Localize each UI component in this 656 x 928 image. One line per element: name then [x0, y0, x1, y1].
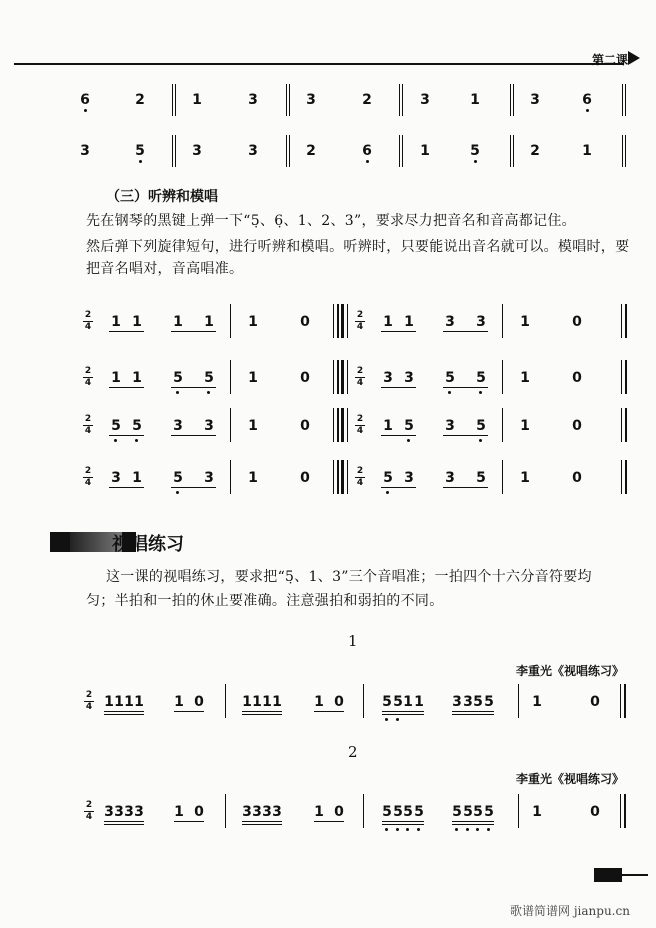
- beam: [382, 824, 424, 825]
- paragraph-line: 这一课的视唱练习，要求把“5̣、1、3”三个音唱准；一拍四个十六分音符要均: [106, 569, 592, 585]
- time-signature-bottom: 4: [84, 322, 92, 332]
- low-dot: [479, 391, 482, 394]
- note: 3: [111, 470, 121, 486]
- note: 3: [452, 694, 462, 710]
- note: 1: [520, 370, 530, 386]
- barline: [230, 460, 231, 494]
- watermark: 歌谱简谱网 jianpu.cn: [510, 904, 630, 918]
- barline: [286, 84, 290, 116]
- note: 1: [470, 92, 480, 108]
- time-signature: [355, 367, 365, 388]
- note: 6: [582, 92, 592, 108]
- time-signature: [83, 415, 93, 436]
- note: 5: [473, 804, 483, 820]
- note: 1: [204, 314, 214, 330]
- low-dot: [176, 491, 179, 494]
- note: 3: [173, 418, 183, 434]
- final-barline: [621, 304, 627, 338]
- note: 1: [174, 694, 184, 710]
- low-dot: [114, 439, 117, 442]
- note: 3: [104, 804, 114, 820]
- paragraph-line: 把音名唱对，音高唱准。: [86, 261, 244, 277]
- final-barline: [333, 304, 339, 338]
- time-signature: [355, 311, 365, 332]
- time-signature-top: 2: [356, 466, 364, 476]
- time-signature-top: 2: [84, 466, 92, 476]
- beam: [381, 387, 416, 388]
- time-signature-bottom: 4: [85, 702, 93, 712]
- note: 0: [572, 418, 582, 434]
- note: 1: [314, 804, 324, 820]
- barline: [502, 360, 503, 394]
- beam: [174, 711, 204, 712]
- note: 1: [192, 92, 202, 108]
- note: 5: [382, 694, 392, 710]
- note: 5: [382, 804, 392, 820]
- note: 6: [80, 92, 90, 108]
- note: 1: [242, 694, 252, 710]
- note: 3: [114, 804, 124, 820]
- final-barline: [621, 408, 627, 442]
- barline: [622, 84, 626, 116]
- beam: [381, 487, 416, 488]
- beam: [381, 435, 416, 436]
- time-signature-bottom: 4: [356, 426, 364, 436]
- note: 3: [445, 470, 455, 486]
- note: 3: [124, 804, 134, 820]
- note: 1: [248, 418, 258, 434]
- page-number-block: [594, 868, 622, 882]
- low-dot: [487, 828, 490, 831]
- beam: [109, 435, 144, 436]
- note: 3: [272, 804, 282, 820]
- note: 1: [582, 143, 592, 159]
- note: 3: [248, 92, 258, 108]
- page-number-rule: [622, 874, 648, 876]
- note: 1: [314, 694, 324, 710]
- start-barline: [341, 360, 348, 394]
- barline: [510, 84, 514, 116]
- note: 3: [252, 804, 262, 820]
- beam: [171, 331, 216, 332]
- note: 5: [476, 370, 486, 386]
- low-dot: [476, 828, 479, 831]
- note: 1: [272, 694, 282, 710]
- note: 5: [470, 143, 480, 159]
- note: 3: [192, 143, 202, 159]
- note: 5: [173, 370, 183, 386]
- exercise-attribution: 李重光《视唱练习》: [516, 772, 625, 786]
- low-dot: [207, 391, 210, 394]
- time-signature: [83, 311, 93, 332]
- beam: [443, 435, 488, 436]
- barline: [510, 135, 514, 167]
- beam: [242, 714, 282, 715]
- beam: [104, 821, 144, 822]
- final-barline: [333, 360, 339, 394]
- note: 1: [252, 694, 262, 710]
- note: 1: [403, 694, 413, 710]
- barline: [502, 304, 503, 338]
- barline: [502, 408, 503, 442]
- low-dot: [406, 828, 409, 831]
- note: 3: [204, 470, 214, 486]
- beam: [443, 331, 488, 332]
- note: 5: [414, 804, 424, 820]
- start-barline: [341, 460, 348, 494]
- note: 5: [393, 804, 403, 820]
- note: 3: [248, 143, 258, 159]
- note: 1: [404, 314, 414, 330]
- final-barline: [620, 684, 626, 718]
- beam: [242, 821, 282, 822]
- note: 0: [572, 314, 582, 330]
- low-dot: [466, 828, 469, 831]
- low-dot: [176, 391, 179, 394]
- note: 5: [463, 804, 473, 820]
- paragraph-line: 先在钢琴的黑键上弹一下“5̣、6̣、1、2、3”，要求尽力把音名和音高都记住。: [86, 213, 576, 229]
- note: 5: [445, 370, 455, 386]
- note: 1: [132, 370, 142, 386]
- beam: [452, 824, 494, 825]
- exercise-attribution: 李重光《视唱练习》: [516, 664, 625, 678]
- time-signature-bottom: 4: [356, 478, 364, 488]
- time-signature-top: 2: [356, 310, 364, 320]
- beam: [452, 821, 494, 822]
- note: 0: [572, 470, 582, 486]
- final-barline: [333, 460, 339, 494]
- low-dot: [396, 828, 399, 831]
- beam: [109, 331, 144, 332]
- note: 1: [114, 694, 124, 710]
- beam: [109, 487, 144, 488]
- note: 3: [383, 370, 393, 386]
- time-signature-bottom: 4: [356, 322, 364, 332]
- note: 0: [572, 370, 582, 386]
- beam: [443, 487, 488, 488]
- header-rule: [14, 63, 624, 65]
- note: 0: [334, 694, 344, 710]
- section-title: 视唱练习: [112, 534, 184, 555]
- note: 3: [530, 92, 540, 108]
- note: 0: [590, 804, 600, 820]
- time-signature-bottom: 4: [85, 812, 93, 822]
- note: 5: [404, 418, 414, 434]
- beam: [443, 387, 488, 388]
- note: 1: [532, 694, 542, 710]
- note: 3: [80, 143, 90, 159]
- time-signature-bottom: 4: [84, 478, 92, 488]
- barline: [363, 794, 364, 828]
- note: 1: [132, 470, 142, 486]
- low-dot: [586, 109, 589, 112]
- barline: [399, 135, 403, 167]
- note: 5: [473, 694, 483, 710]
- beam: [104, 711, 144, 712]
- time-signature-top: 2: [84, 310, 92, 320]
- note: 0: [334, 804, 344, 820]
- low-dot: [407, 439, 410, 442]
- note: 3: [204, 418, 214, 434]
- note: 5: [111, 418, 121, 434]
- time-signature-bottom: 4: [84, 378, 92, 388]
- low-dot: [448, 391, 451, 394]
- low-dot: [135, 439, 138, 442]
- time-signature: [84, 691, 94, 712]
- barline: [518, 794, 519, 828]
- time-signature-top: 2: [85, 800, 93, 810]
- beam: [452, 714, 494, 715]
- note: 1: [132, 314, 142, 330]
- barline: [230, 360, 231, 394]
- note: 2: [362, 92, 372, 108]
- note: 0: [300, 470, 310, 486]
- time-signature-top: 2: [85, 690, 93, 700]
- note: 1: [262, 694, 272, 710]
- beam: [382, 711, 424, 712]
- note: 2: [306, 143, 316, 159]
- note: 3: [463, 694, 473, 710]
- barline: [502, 460, 503, 494]
- beam: [382, 714, 424, 715]
- low-dot: [417, 828, 420, 831]
- note: 6: [362, 143, 372, 159]
- barline: [172, 135, 176, 167]
- beam: [381, 331, 416, 332]
- note: 1: [520, 470, 530, 486]
- time-signature: [355, 415, 365, 436]
- exercise-number: 1: [348, 632, 358, 650]
- exercise-number: 2: [348, 743, 358, 761]
- note: 5: [452, 804, 462, 820]
- low-dot: [474, 160, 477, 163]
- note: 5: [204, 370, 214, 386]
- barline: [225, 684, 226, 718]
- note: 5: [403, 804, 413, 820]
- low-dot: [385, 828, 388, 831]
- note: 1: [383, 314, 393, 330]
- beam: [171, 435, 216, 436]
- note: 5: [476, 418, 486, 434]
- triangle-arrow-icon: [628, 51, 640, 65]
- beam: [242, 824, 282, 825]
- beam: [104, 714, 144, 715]
- note: 1: [174, 804, 184, 820]
- barline: [225, 794, 226, 828]
- time-signature-top: 2: [356, 414, 364, 424]
- barline: [363, 684, 364, 718]
- low-dot: [455, 828, 458, 831]
- low-dot: [386, 491, 389, 494]
- start-barline: [341, 408, 348, 442]
- beam: [171, 487, 216, 488]
- note: 3: [262, 804, 272, 820]
- note: 1: [124, 694, 134, 710]
- note: 1: [173, 314, 183, 330]
- time-signature-top: 2: [84, 414, 92, 424]
- beam: [104, 824, 144, 825]
- barline: [622, 135, 626, 167]
- time-signature-bottom: 4: [356, 378, 364, 388]
- beam: [314, 821, 344, 822]
- note: 5: [173, 470, 183, 486]
- low-dot: [139, 160, 142, 163]
- note: 1: [111, 370, 121, 386]
- note: 0: [300, 370, 310, 386]
- note: 1: [532, 804, 542, 820]
- section-heading: （三）听辨和模唱: [106, 189, 218, 205]
- paragraph-line: 然后弹下列旋律短句，进行听辨和模唱。听辨时，只要能说出音名就可以。模唱时，要: [86, 239, 630, 255]
- beam: [109, 387, 144, 388]
- beam: [171, 387, 216, 388]
- note: 3: [420, 92, 430, 108]
- time-signature-bottom: 4: [84, 426, 92, 436]
- note: 5: [484, 804, 494, 820]
- note: 0: [300, 418, 310, 434]
- note: 5: [383, 470, 393, 486]
- note: 5: [484, 694, 494, 710]
- time-signature: [83, 467, 93, 488]
- note: 1: [111, 314, 121, 330]
- beam: [174, 821, 204, 822]
- note: 3: [476, 314, 486, 330]
- time-signature-top: 2: [356, 366, 364, 376]
- note: 2: [530, 143, 540, 159]
- note: 3: [404, 470, 414, 486]
- time-signature: [83, 367, 93, 388]
- final-barline: [620, 794, 626, 828]
- time-signature-top: 2: [84, 366, 92, 376]
- barline: [230, 408, 231, 442]
- note: 1: [520, 418, 530, 434]
- paragraph-line: 匀；半拍和一拍的休止要准确。注意强拍和弱拍的不同。: [86, 593, 444, 609]
- final-barline: [621, 460, 627, 494]
- note: 3: [445, 314, 455, 330]
- note: 1: [414, 694, 424, 710]
- note: 3: [306, 92, 316, 108]
- note: 3: [242, 804, 252, 820]
- note: 0: [590, 694, 600, 710]
- final-barline: [621, 360, 627, 394]
- barline: [518, 684, 519, 718]
- barline: [230, 304, 231, 338]
- note: 0: [194, 804, 204, 820]
- beam: [242, 711, 282, 712]
- note: 3: [404, 370, 414, 386]
- beam: [314, 711, 344, 712]
- low-dot: [385, 718, 388, 721]
- note: 5: [132, 418, 142, 434]
- barline: [172, 84, 176, 116]
- time-signature: [355, 467, 365, 488]
- low-dot: [366, 160, 369, 163]
- lesson-label: 第二课: [592, 53, 629, 67]
- note: 3: [445, 418, 455, 434]
- note: 1: [383, 418, 393, 434]
- low-dot: [396, 718, 399, 721]
- barline: [286, 135, 290, 167]
- note: 1: [134, 694, 144, 710]
- note: 2: [135, 92, 145, 108]
- final-barline: [333, 408, 339, 442]
- note: 5: [393, 694, 403, 710]
- note: 5: [476, 470, 486, 486]
- low-dot: [84, 109, 87, 112]
- note: 1: [248, 370, 258, 386]
- note: 1: [520, 314, 530, 330]
- start-barline: [341, 304, 348, 338]
- time-signature: [84, 801, 94, 822]
- note: 1: [248, 470, 258, 486]
- note: 0: [194, 694, 204, 710]
- note: 1: [104, 694, 114, 710]
- note: 0: [300, 314, 310, 330]
- barline: [399, 84, 403, 116]
- beam: [452, 711, 494, 712]
- note: 1: [420, 143, 430, 159]
- note: 3: [134, 804, 144, 820]
- beam: [382, 821, 424, 822]
- note: 5: [135, 143, 145, 159]
- low-dot: [479, 439, 482, 442]
- note: 1: [248, 314, 258, 330]
